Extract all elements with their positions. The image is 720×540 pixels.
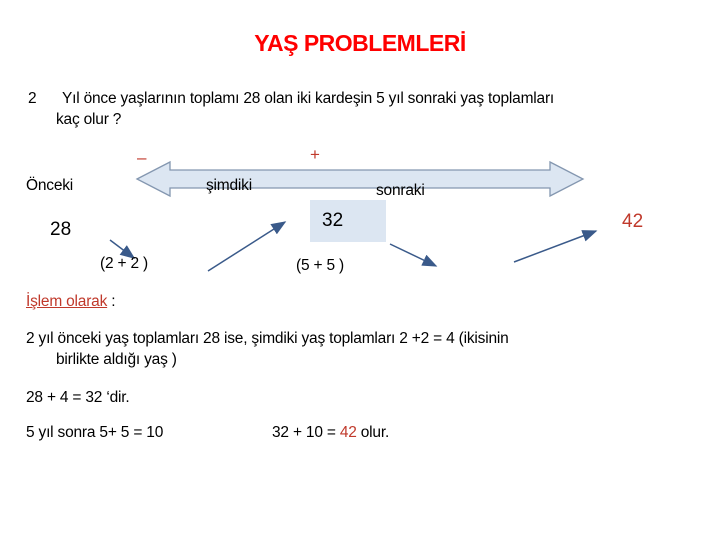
arrow-up-to-now xyxy=(208,222,285,271)
sum-end: olur. xyxy=(356,424,390,441)
label-now: şimdiki xyxy=(206,177,252,194)
minus-sign: – xyxy=(137,148,147,167)
plus-sign: + xyxy=(310,145,320,164)
label-next: sonraki xyxy=(376,182,425,199)
explanation-line-3: 28 + 4 = 32 ‘dir. xyxy=(26,389,130,406)
explanation-line-2: birlikte aldığı yaş ) xyxy=(56,351,177,368)
explanation-line-1: 2 yıl önceki yaş toplamları 28 ise, şimdiki yaş toplamları 2 +2 = 4 (ikisinin xyxy=(26,330,509,347)
calc-left: (2 + 2 ) xyxy=(100,255,148,272)
arrow-now-down xyxy=(390,244,436,266)
heading-text: İşlem olarak xyxy=(26,293,108,310)
arrow-up-to-next xyxy=(514,231,596,262)
value-now: 32 xyxy=(322,210,344,231)
label-prev: Önceki xyxy=(26,177,74,194)
question-line-1: Yıl önce yaşlarının toplamı 28 olan iki kardeşin 5 yıl sonraki yaş toplamları xyxy=(62,90,555,107)
heading-colon: : xyxy=(107,293,116,310)
value-next: 42 xyxy=(622,211,644,232)
calc-right: (5 + 5 ) xyxy=(296,257,344,274)
explanation-heading xyxy=(26,293,115,311)
double-arrow-shape xyxy=(137,162,583,196)
sum-expression: 32 + 10 = xyxy=(272,424,340,441)
page-title: YAŞ PROBLEMLERİ xyxy=(254,30,466,56)
sum-result: 42 xyxy=(339,424,357,441)
explanation-line-4-right xyxy=(272,424,389,442)
value-prev: 28 xyxy=(50,219,72,240)
question-line-2: kaç olur ? xyxy=(56,111,122,128)
explanation-line-4-left: 5 yıl sonra 5+ 5 = 10 xyxy=(26,424,164,441)
question-number: 2 xyxy=(28,90,37,107)
